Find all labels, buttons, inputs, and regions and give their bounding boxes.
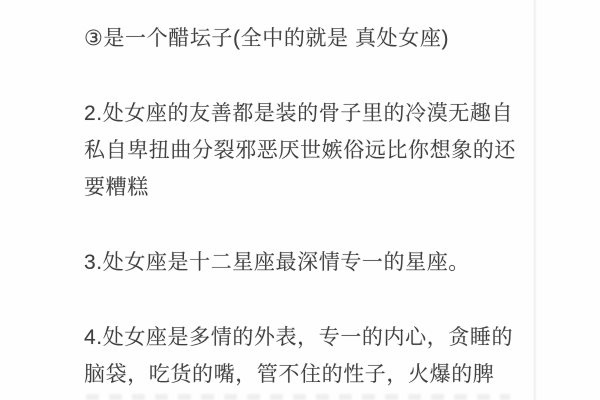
article-text-block — [84, 20, 516, 400]
text-line: 要糟糕 — [84, 176, 149, 199]
paragraph-1 — [84, 20, 516, 57]
cutoff-text-remnant — [86, 394, 510, 400]
paragraph-2 — [84, 95, 516, 206]
text-line: 脑袋，吃货的嘴，管不住的性子，火爆的脾 — [84, 363, 495, 386]
text-line: 私自卑扭曲分裂邪恶厌世嫉俗远比你想象的还 — [84, 139, 516, 162]
page-edge-divider — [533, 0, 537, 400]
text-line: 2.处女座的友善都是装的骨子里的冷漠无趣自 — [84, 102, 514, 125]
paragraph-4 — [84, 319, 516, 393]
text-line: ③是一个醋坛子(全中的就是 真处女座) — [84, 27, 450, 50]
paragraph-3 — [84, 244, 516, 281]
text-line: 4.处女座是多情的外表，专一的内心，贪睡的 — [84, 326, 514, 349]
text-line: 3.处女座是十二星座最深情专一的星座。 — [84, 251, 470, 274]
